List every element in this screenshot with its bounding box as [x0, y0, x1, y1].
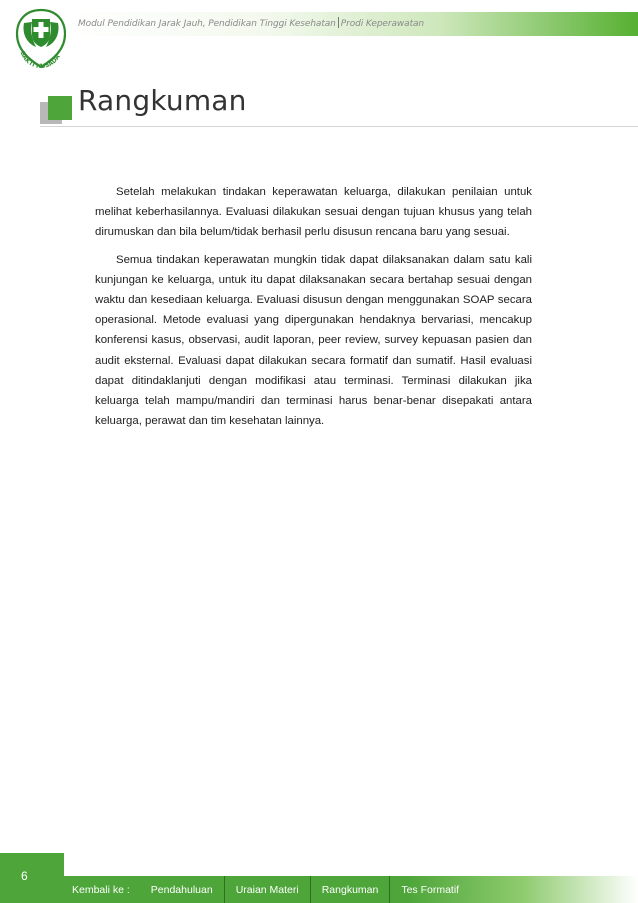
bakti-husada-emblem-icon: [12, 7, 70, 73]
summary-content: [95, 182, 532, 438]
header-separator: [338, 17, 339, 28]
logo-text: BAKTI HUSADA: [18, 50, 62, 71]
page-number: 6: [21, 869, 28, 883]
nav-link-rangkuman[interactable]: Rangkuman: [321, 883, 379, 896]
page-number-box: [0, 853, 64, 903]
nav-link-pendahuluan[interactable]: Pendahuluan: [150, 883, 213, 896]
program-name: Prodi Keperawatan: [340, 19, 425, 29]
paragraph-1: Setelah melakukan tindakan keperawatan keluarga, dilakukan penilaian untuk melihat keberhasilannya. Evaluasi dilakukan sesuai dengan tujuan khusus yang telah dirumuskan dan bila belum/tidak berhasil perlu disusun rencana baru yang sesuai.: [95, 186, 532, 239]
nav-link-tes-formatif[interactable]: Tes Formatif: [401, 883, 460, 896]
nav-label: Kembali ke :: [72, 883, 130, 896]
module-title: Modul Pendidikan Jarak Jauh, Pendidikan Tinggi Kesehatan: [78, 19, 336, 29]
footer-navigation: [72, 876, 470, 903]
paragraph-2: Semua tindakan keperawatan mungkin tidak dapat dilaksanakan dalam satu kali kunjungan ke keluarga, untuk itu dapat dilaksanakan secara bertahap sesuai dengan waktu dan kesediaan keluarga. Evaluasi disusun dengan menggunakan SOAP secara operasional. Metode evaluasi yang dipergunakan hendaknya bervariasi, mencakup konferensi kasus, observasi, audit laporan, peer review, survey kepuasan pasien dan audit eksternal. Evaluasi dapat dilakukan secara formatif dan sumatif. Hasil evaluasi dapat ditindaklanjuti dengan modifikasi atau terminasi. Terminasi dilakukan jika keluarga telah mampu/mandiri dan terminasi harus benar-benar disepakati antara keluarga, perawat dan tim kesehatan lainnya.: [95, 253, 532, 428]
title-divider: [40, 126, 638, 127]
header-text: [78, 17, 424, 29]
section-square-icon: [40, 96, 72, 124]
nav-link-uraian-materi[interactable]: Uraian Materi: [235, 883, 299, 896]
section-title: Rangkuman: [78, 84, 247, 117]
